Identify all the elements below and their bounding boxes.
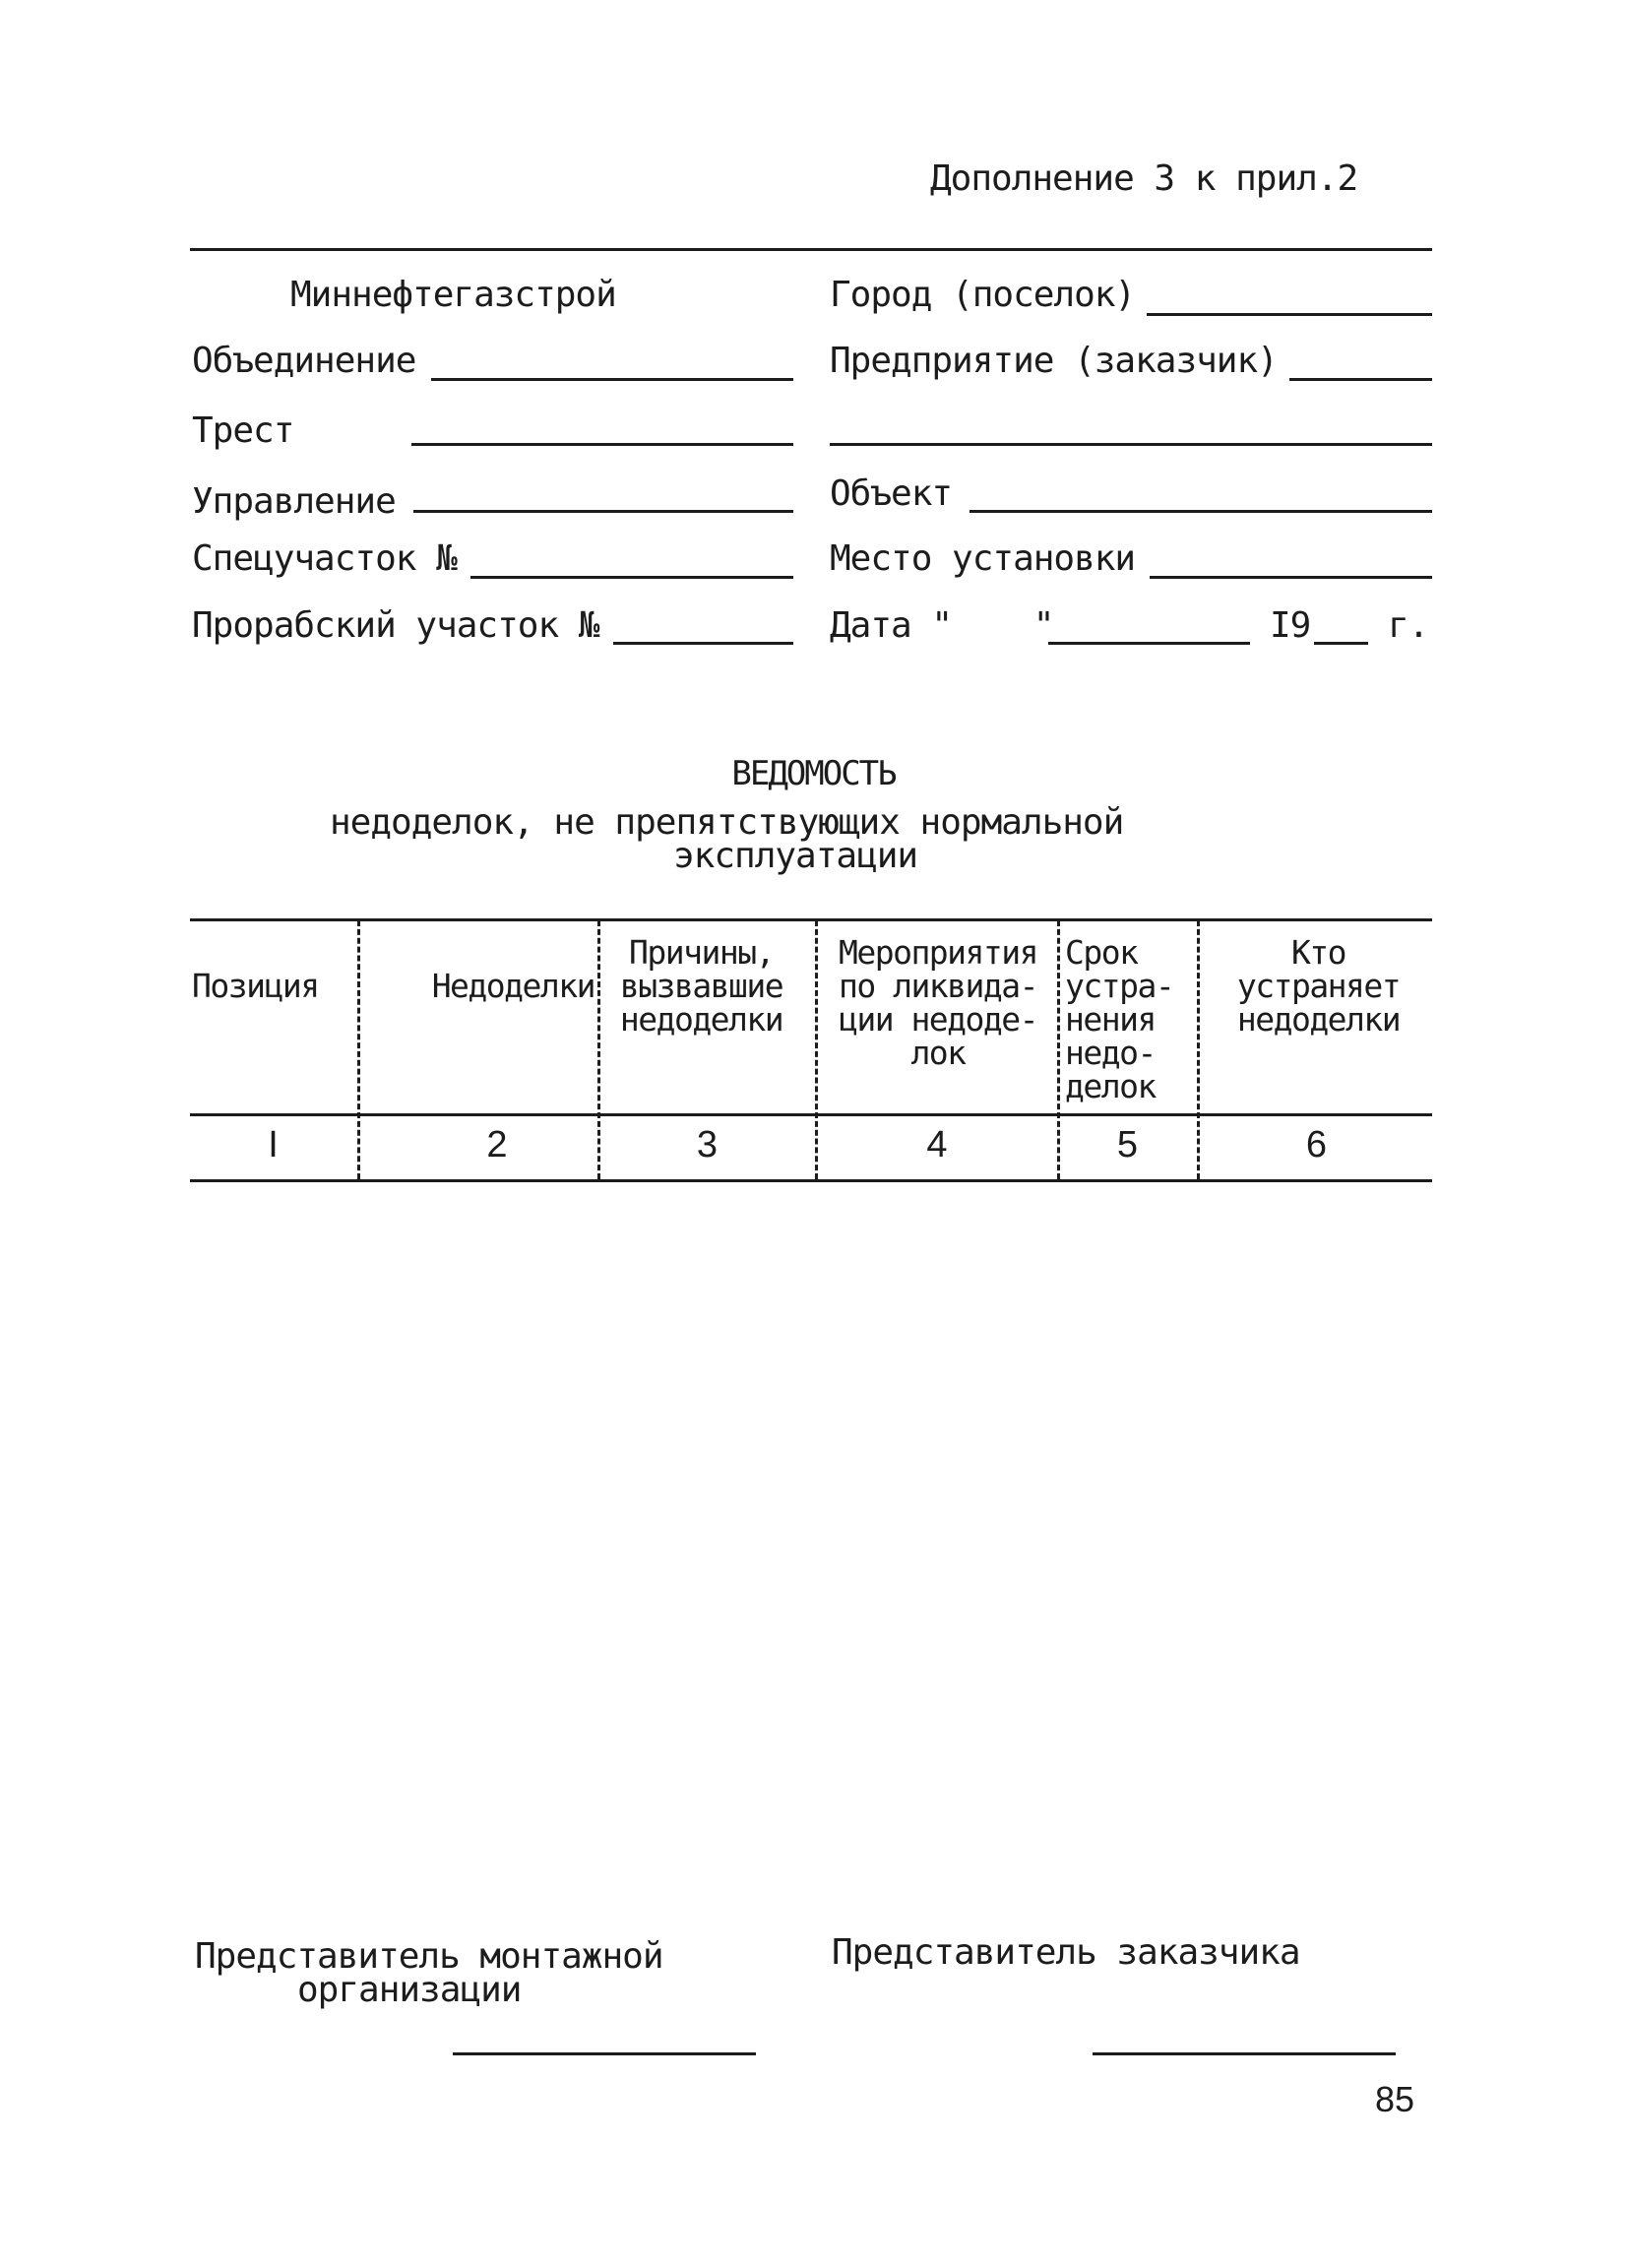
table-top-rule xyxy=(190,918,1432,921)
table-header-rule xyxy=(190,1113,1432,1116)
department-field[interactable] xyxy=(413,510,793,513)
date-month-field[interactable] xyxy=(1048,642,1250,645)
column-divider xyxy=(357,920,360,1179)
special-section-field[interactable] xyxy=(470,576,793,579)
object-label: Объект xyxy=(830,473,953,514)
page-number: 85 xyxy=(1375,2079,1415,2119)
top-rule xyxy=(190,248,1432,251)
date-label: Дата " " xyxy=(830,605,1054,646)
install-place-label: Место установки xyxy=(830,538,1136,579)
table-bottom-rule xyxy=(190,1179,1432,1182)
association-field[interactable] xyxy=(431,378,793,381)
department-label: Управление xyxy=(192,481,396,522)
install-place-field[interactable] xyxy=(1150,576,1432,579)
object-field[interactable] xyxy=(970,510,1432,513)
column-number: 5 xyxy=(1116,1124,1139,1166)
city-field[interactable] xyxy=(1147,313,1432,316)
supplement-label: Дополнение 3 к прил.2 xyxy=(930,158,1358,199)
header-measures: Мероприятия по ликвида- ции недоде- лок xyxy=(838,933,1038,1072)
trust-field[interactable] xyxy=(411,443,793,446)
trust-label: Трест xyxy=(192,410,294,451)
column-number: 3 xyxy=(696,1124,719,1166)
column-number: 2 xyxy=(486,1124,508,1166)
special-section-label: Спецучасток № xyxy=(192,538,457,579)
header-deadline: Срок устра- нения недо- делок xyxy=(1065,933,1174,1105)
year-field[interactable] xyxy=(1314,642,1368,645)
enterprise-field[interactable] xyxy=(1289,378,1432,381)
enterprise-field-continued[interactable] xyxy=(830,443,1432,446)
column-number: 6 xyxy=(1305,1124,1328,1166)
signature-left-line[interactable] xyxy=(453,2052,756,2055)
header-position: Позиция xyxy=(192,967,319,1005)
column-number: I xyxy=(268,1124,279,1166)
document-title: ВЕДОМОСТЬ xyxy=(731,754,896,793)
signature-right-line[interactable] xyxy=(1093,2052,1396,2055)
year-suffix: г. xyxy=(1388,605,1429,646)
foreman-section-field[interactable] xyxy=(613,642,793,645)
column-number: 4 xyxy=(926,1124,948,1166)
signature-left-label: Представитель монтажной xyxy=(195,1936,663,1977)
header-causes: Причины, вызвавшие недоделки xyxy=(619,933,783,1039)
column-divider xyxy=(1057,920,1060,1179)
year-prefix: I9 xyxy=(1270,605,1311,646)
header-defects: Недоделки xyxy=(431,967,594,1005)
column-divider xyxy=(1197,920,1200,1179)
enterprise-label: Предприятие (заказчик) xyxy=(830,341,1278,381)
city-label: Город (поселок) xyxy=(830,275,1136,315)
foreman-section-label: Прорабский участок № xyxy=(192,605,599,646)
document-subtitle-line2: эксплуатации xyxy=(673,836,918,876)
document-subtitle-line1: недоделок, не препятствующих нормальной xyxy=(330,802,1124,843)
signature-right-label: Представитель заказчика xyxy=(832,1932,1300,1973)
header-responsible: Кто устраняет недоделки xyxy=(1236,933,1401,1039)
column-divider xyxy=(815,920,818,1179)
ministry-label: Миннефтегазстрой xyxy=(290,275,616,315)
association-label: Объединение xyxy=(192,341,416,381)
signature-left-label-line2: организации xyxy=(297,1970,522,2010)
